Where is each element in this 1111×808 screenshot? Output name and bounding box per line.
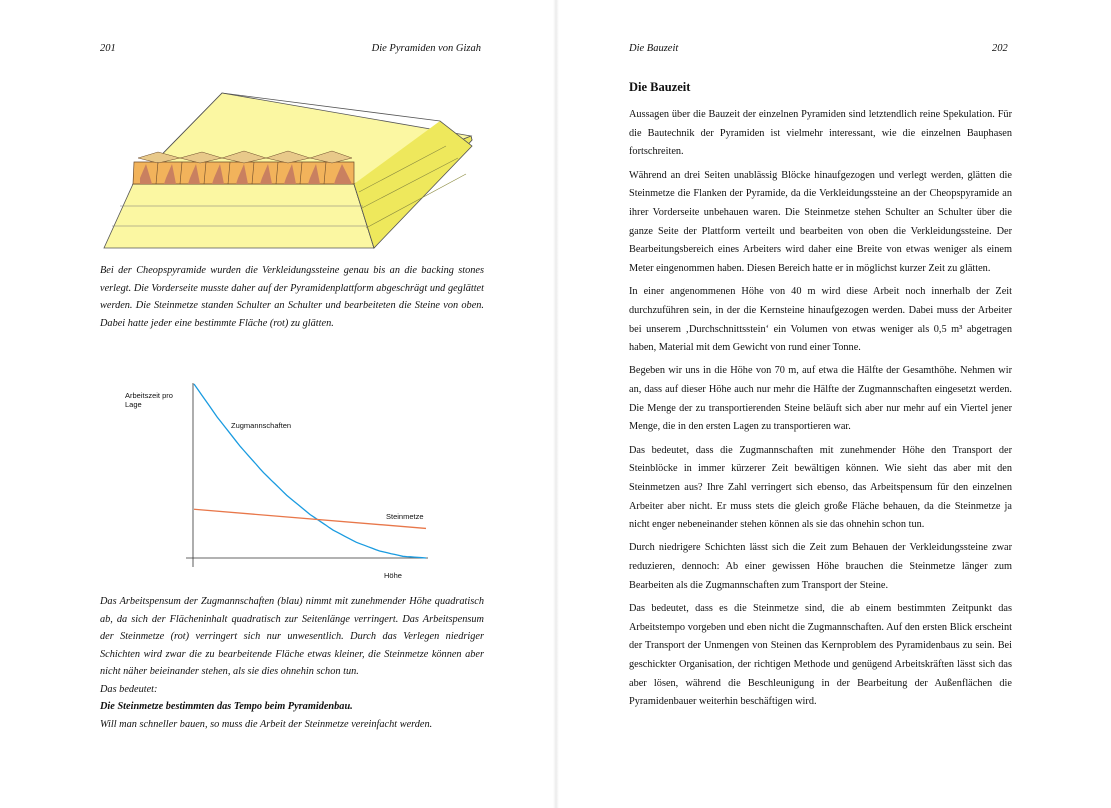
- paragraph-3: In einer angenommenen Höhe von 40 m wird diese Arbeit noch innerhalb der Zeit durchzuführen sein, in der die Kernsteine hinaufgezogen werden. Dabei muss der Arbeiter bei unserem ‚Durchschnittsstein‘ ein Volumen von etwas weniger als 0,5 m³ abgetragen haben, Material mit dem Gewicht von rund einer Tonne.: [629, 286, 1012, 354]
- pyramid-platform-illustration: [100, 88, 480, 253]
- casing-stones-row: [133, 151, 354, 184]
- figure2-caption-block: [100, 593, 484, 733]
- left-page-number: 201: [100, 43, 116, 54]
- section-heading: Die Bauzeit: [629, 80, 691, 94]
- conclusion-bold: Die Steinmetze bestimmten das Tempo beim Pyramidenbau.: [100, 701, 353, 712]
- book-gutter: [553, 0, 559, 808]
- pyramid-front-face: [104, 184, 374, 248]
- paragraph-2: Während an drei Seiten unablässig Blöcke hinaufgezogen und verlegt werden, glätten die Steinmetze die Flanken der Pyramide, da die Verkleidungssteine an der Cheopspyramide an ihrer Vorderseite unbehauen waren. Die Steinmetze stehen Schulter an Schulter über die ganze Seite der Plattform verteilt und bearbeiten von oben die Verkleidungssteine. Der Bearbeitungsbereich eines Arbeiters wird daher eine Breite von etwas weniger als einem Meter eingenommen haben. Diesen Bereich hatte er in möglichst kurzer Zeit zu glätten.: [629, 169, 1012, 275]
- right-page-number: 202: [992, 43, 1008, 54]
- right-running-title: Die Bauzeit: [629, 43, 679, 54]
- paragraph-6: Durch niedrigere Schichten lässt sich die Zeit zum Behauen der Verkleidungssteine zwar reduzieren, dennoch: Ab einer gewissen Höhe brauchen die Steinmetze länger zum Bearbeiten als die Zugmannschaften zum Transport der Steine.: [629, 542, 1012, 591]
- conclusion-intro: Das bedeutet:: [100, 683, 158, 695]
- series-label-steinmetze: Steinmetze: [386, 512, 424, 521]
- series-line-zugmannschaften: [194, 384, 426, 558]
- paragraph-7: Das bedeutet, dass es die Steinmetze sind, die ab einem bestimmten Zeitpunkt das Arbeitstempo vorgeben und eben nicht die Zugmannschaften. Auf den ersten Blick erscheint der Transport der Unmengen von Steinen das Kernproblem des Pyramidenbaus zu sein. Bei geschickter Organisation, der richtigen Methode und genügend Arbeitskräften lässt sich das aber lösen, während die Beschleunigung in der Bearbeitung der Außenflächen die Pyramidenbauer weiterhin beschäftigen wird.: [629, 602, 1012, 708]
- figure1-caption: Bei der Cheopspyramide wurden die Verkleidungssteine genau bis an die backing stones verlegt. Die Vorderseite musste daher auf der Pyramidenplattform abgeschrägt und geglättet werden. Die Steinmetze standen Schulter an Schulter und bearbeiteten die Steine von oben. Dabei hatte jeder eine bestimmte Fläche (rot) zu glätten.: [100, 265, 484, 329]
- figure2-caption: Das Arbeitspensum der Zugmannschaften (blau) nimmt mit zunehmender Höhe quadratisch ab, da sich der Flächeninhalt quadratisch zur Seitenlänge verringert. Das Arbeitspensum der Steinmetze (rot) verringert sich nur unwesentlich. Durch das Verlegen niedriger Schichten wird zwar die zu bearbeitende Fläche etwas kleiner, die Steinmetze können aber nicht näher beieinander stehen, als sie dies ohnehin schon tun.: [100, 596, 484, 677]
- chart-y-axis-label: Arbeitszeit pro Lage: [125, 391, 173, 409]
- workload-chart: [110, 378, 440, 588]
- left-running-title: Die Pyramiden von Gizah: [371, 43, 481, 54]
- paragraph-4: Begeben wir uns in die Höhe von 70 m, auf etwa die Hälfte der Gesamthöhe. Nehmen wir an, dass auf dieser Höhe auch nur mehr die Hälfte der Zugmannschaften eingesetzt werden. Die Menge der zu transportierenden Steine beläuft sich aber nur mehr auf ein Viertel jener Menge, die in den ersten Lagen zu transportieren war.: [629, 365, 1012, 433]
- paragraph-1: Aussagen über die Bauzeit der einzelnen Pyramiden sind letztendlich reine Spekulation. Für die Bautechnik der Pyramiden ist vielmehr interessant, wie die einzelnen Bauphasen fortschreiten.: [629, 109, 1012, 158]
- conclusion-outro: Will man schneller bauen, so muss die Arbeit der Steinmetze vereinfacht werden.: [100, 718, 433, 730]
- paragraph-5: Das bedeutet, dass die Zugmannschaften mit zunehmender Höhe den Transport der Steinblöcke in immer kürzerer Zeit bewältigen können. Wie sieht das aber mit den Steinmetzen aus? Ihre Zahl verringert sich ebenso, das Arbeitspensum für den einzelnen Arbeiter aber nicht. Er muss stets die gleich große Fläche behauen, da die Steinmetze ja nicht enger nebeneinander stehen können als sie das ohnehin schon tun.: [629, 444, 1012, 531]
- body-text: [629, 106, 1012, 717]
- chart-x-axis-label: Höhe: [384, 571, 402, 580]
- series-label-zugmannschaften: Zugmannschaften: [231, 421, 292, 430]
